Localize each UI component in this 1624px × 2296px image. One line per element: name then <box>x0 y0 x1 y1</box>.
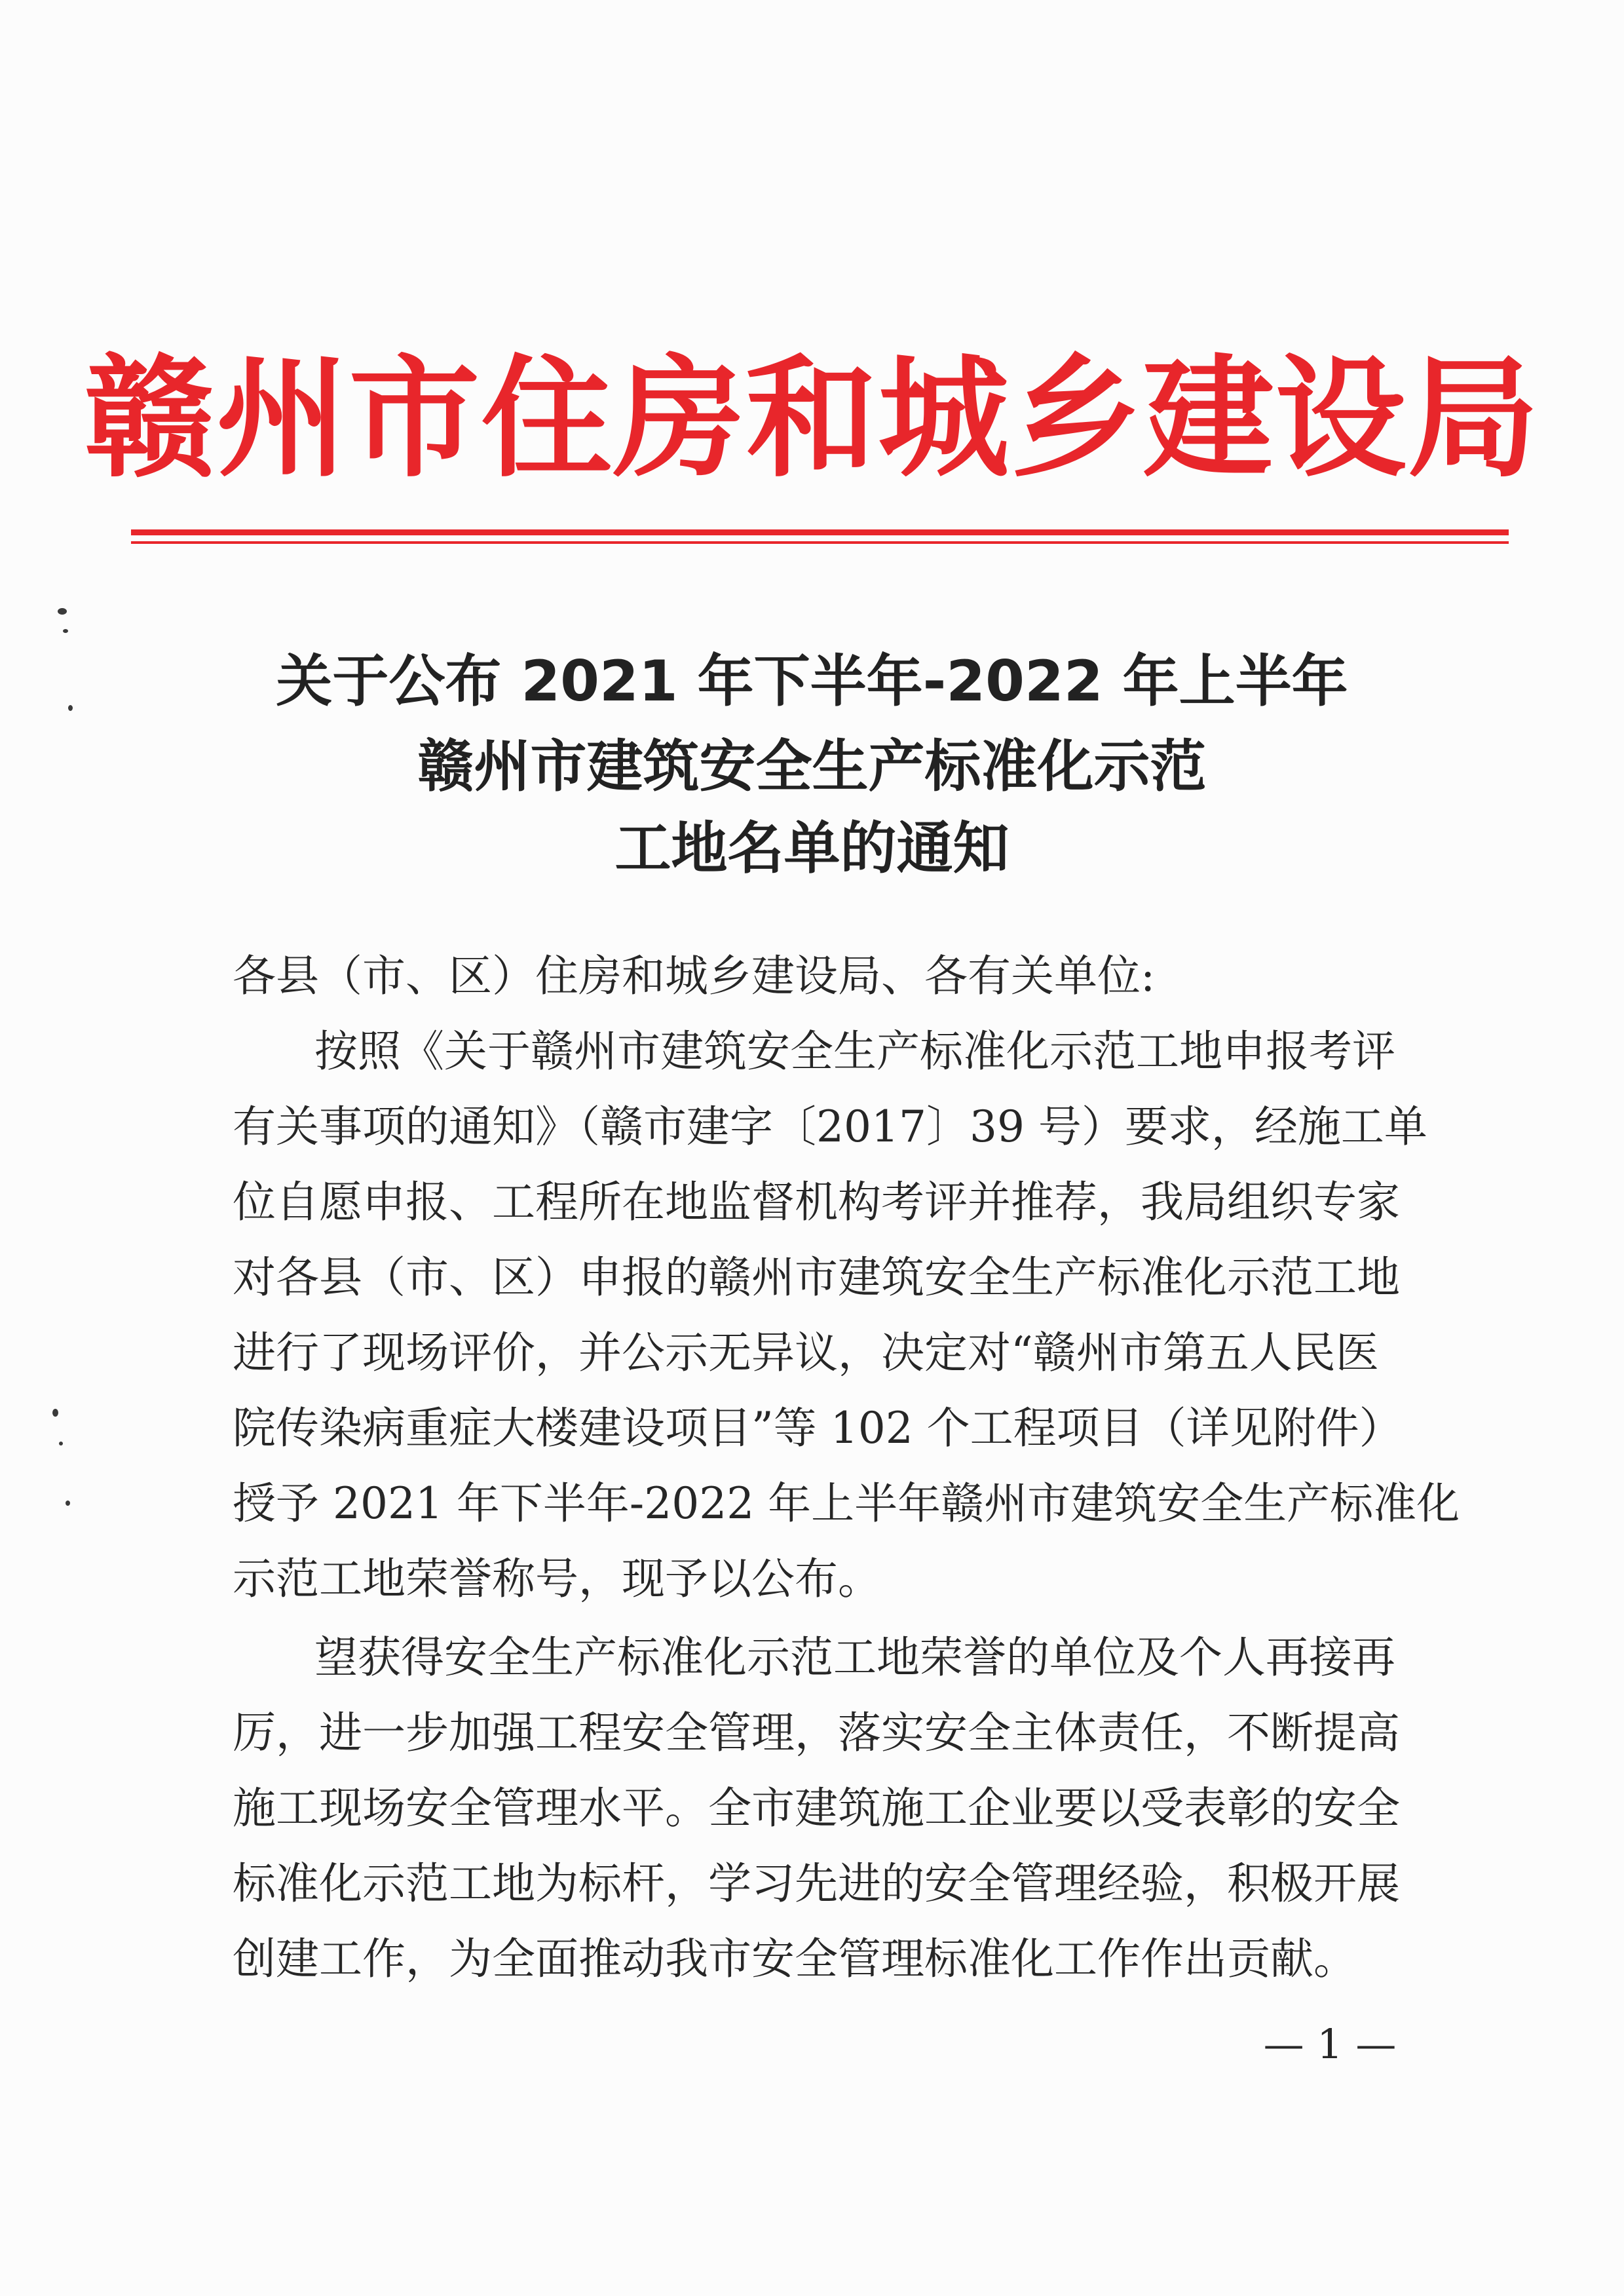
paragraph-2-line: 创建工作，为全面推动我市安全管理标准化工作作出贡献。 <box>233 1934 1357 1984</box>
paragraph-1-line: 进行了现场评价，并公示无异议，决定对“赣州市第五人民医 <box>233 1328 1379 1378</box>
paragraph-1-line: 有关事项的通知》（赣市建字〔2017〕39 号）要求，经施工单 <box>233 1101 1427 1152</box>
masthead-rule-thick <box>131 529 1509 535</box>
notice-title-line-2: 赣州市建筑安全生产标准化示范 <box>417 734 1207 799</box>
paragraph-1-line: 按照《关于赣州市建筑安全生产标准化示范工地申报考评 <box>314 1026 1395 1077</box>
paragraph-1-line: 位自愿申报、工程所在地监督机构考评并推荐，我局组织专家 <box>233 1177 1400 1227</box>
salutation: 各县（市、区）住房和城乡建设局、各有关单位: <box>233 951 1156 1001</box>
paragraph-2-line: 标准化示范工地为标杆，学习先进的安全管理经验，积极开展 <box>233 1858 1400 1909</box>
paragraph-1-line: 授予 2021 年下半年-2022 年上半年赣州市建筑安全生产标准化 <box>233 1478 1460 1529</box>
paragraph-2-line: 厉，进一步加强工程安全管理，落实安全主体责任，不断提高 <box>233 1708 1400 1758</box>
scan-speck <box>63 629 68 633</box>
notice-title-line-3: 工地名单的通知 <box>614 816 1010 881</box>
masthead-rule-thin <box>131 541 1509 544</box>
notice-title-line-1: 关于公布 2021 年下半年-2022 年上半年 <box>276 649 1348 714</box>
paragraph-1-line: 对各县（市、区）申报的赣州市建筑安全生产标准化示范工地 <box>233 1252 1400 1303</box>
scan-speck <box>59 1442 63 1445</box>
paragraph-1-line: 示范工地荣誉称号，现予以公布。 <box>233 1554 881 1604</box>
scan-speck <box>66 1501 70 1506</box>
page-number: — 1 — <box>1263 2020 1397 2068</box>
paragraph-1-line: 院传染病重症大楼建设项目”等 102 个工程项目（详见附件） <box>233 1403 1403 1453</box>
paragraph-2-line: 施工现场安全管理水平。全市建筑施工企业要以受表彰的安全 <box>233 1783 1400 1833</box>
paragraph-2-line: 望获得安全生产标准化示范工地荣誉的单位及个人再接再 <box>314 1632 1395 1683</box>
scan-speck <box>68 705 73 711</box>
scan-speck <box>58 608 67 615</box>
agency-masthead: 赣州市住房和城乡建设局 <box>84 343 1540 495</box>
scan-speck <box>52 1409 58 1417</box>
